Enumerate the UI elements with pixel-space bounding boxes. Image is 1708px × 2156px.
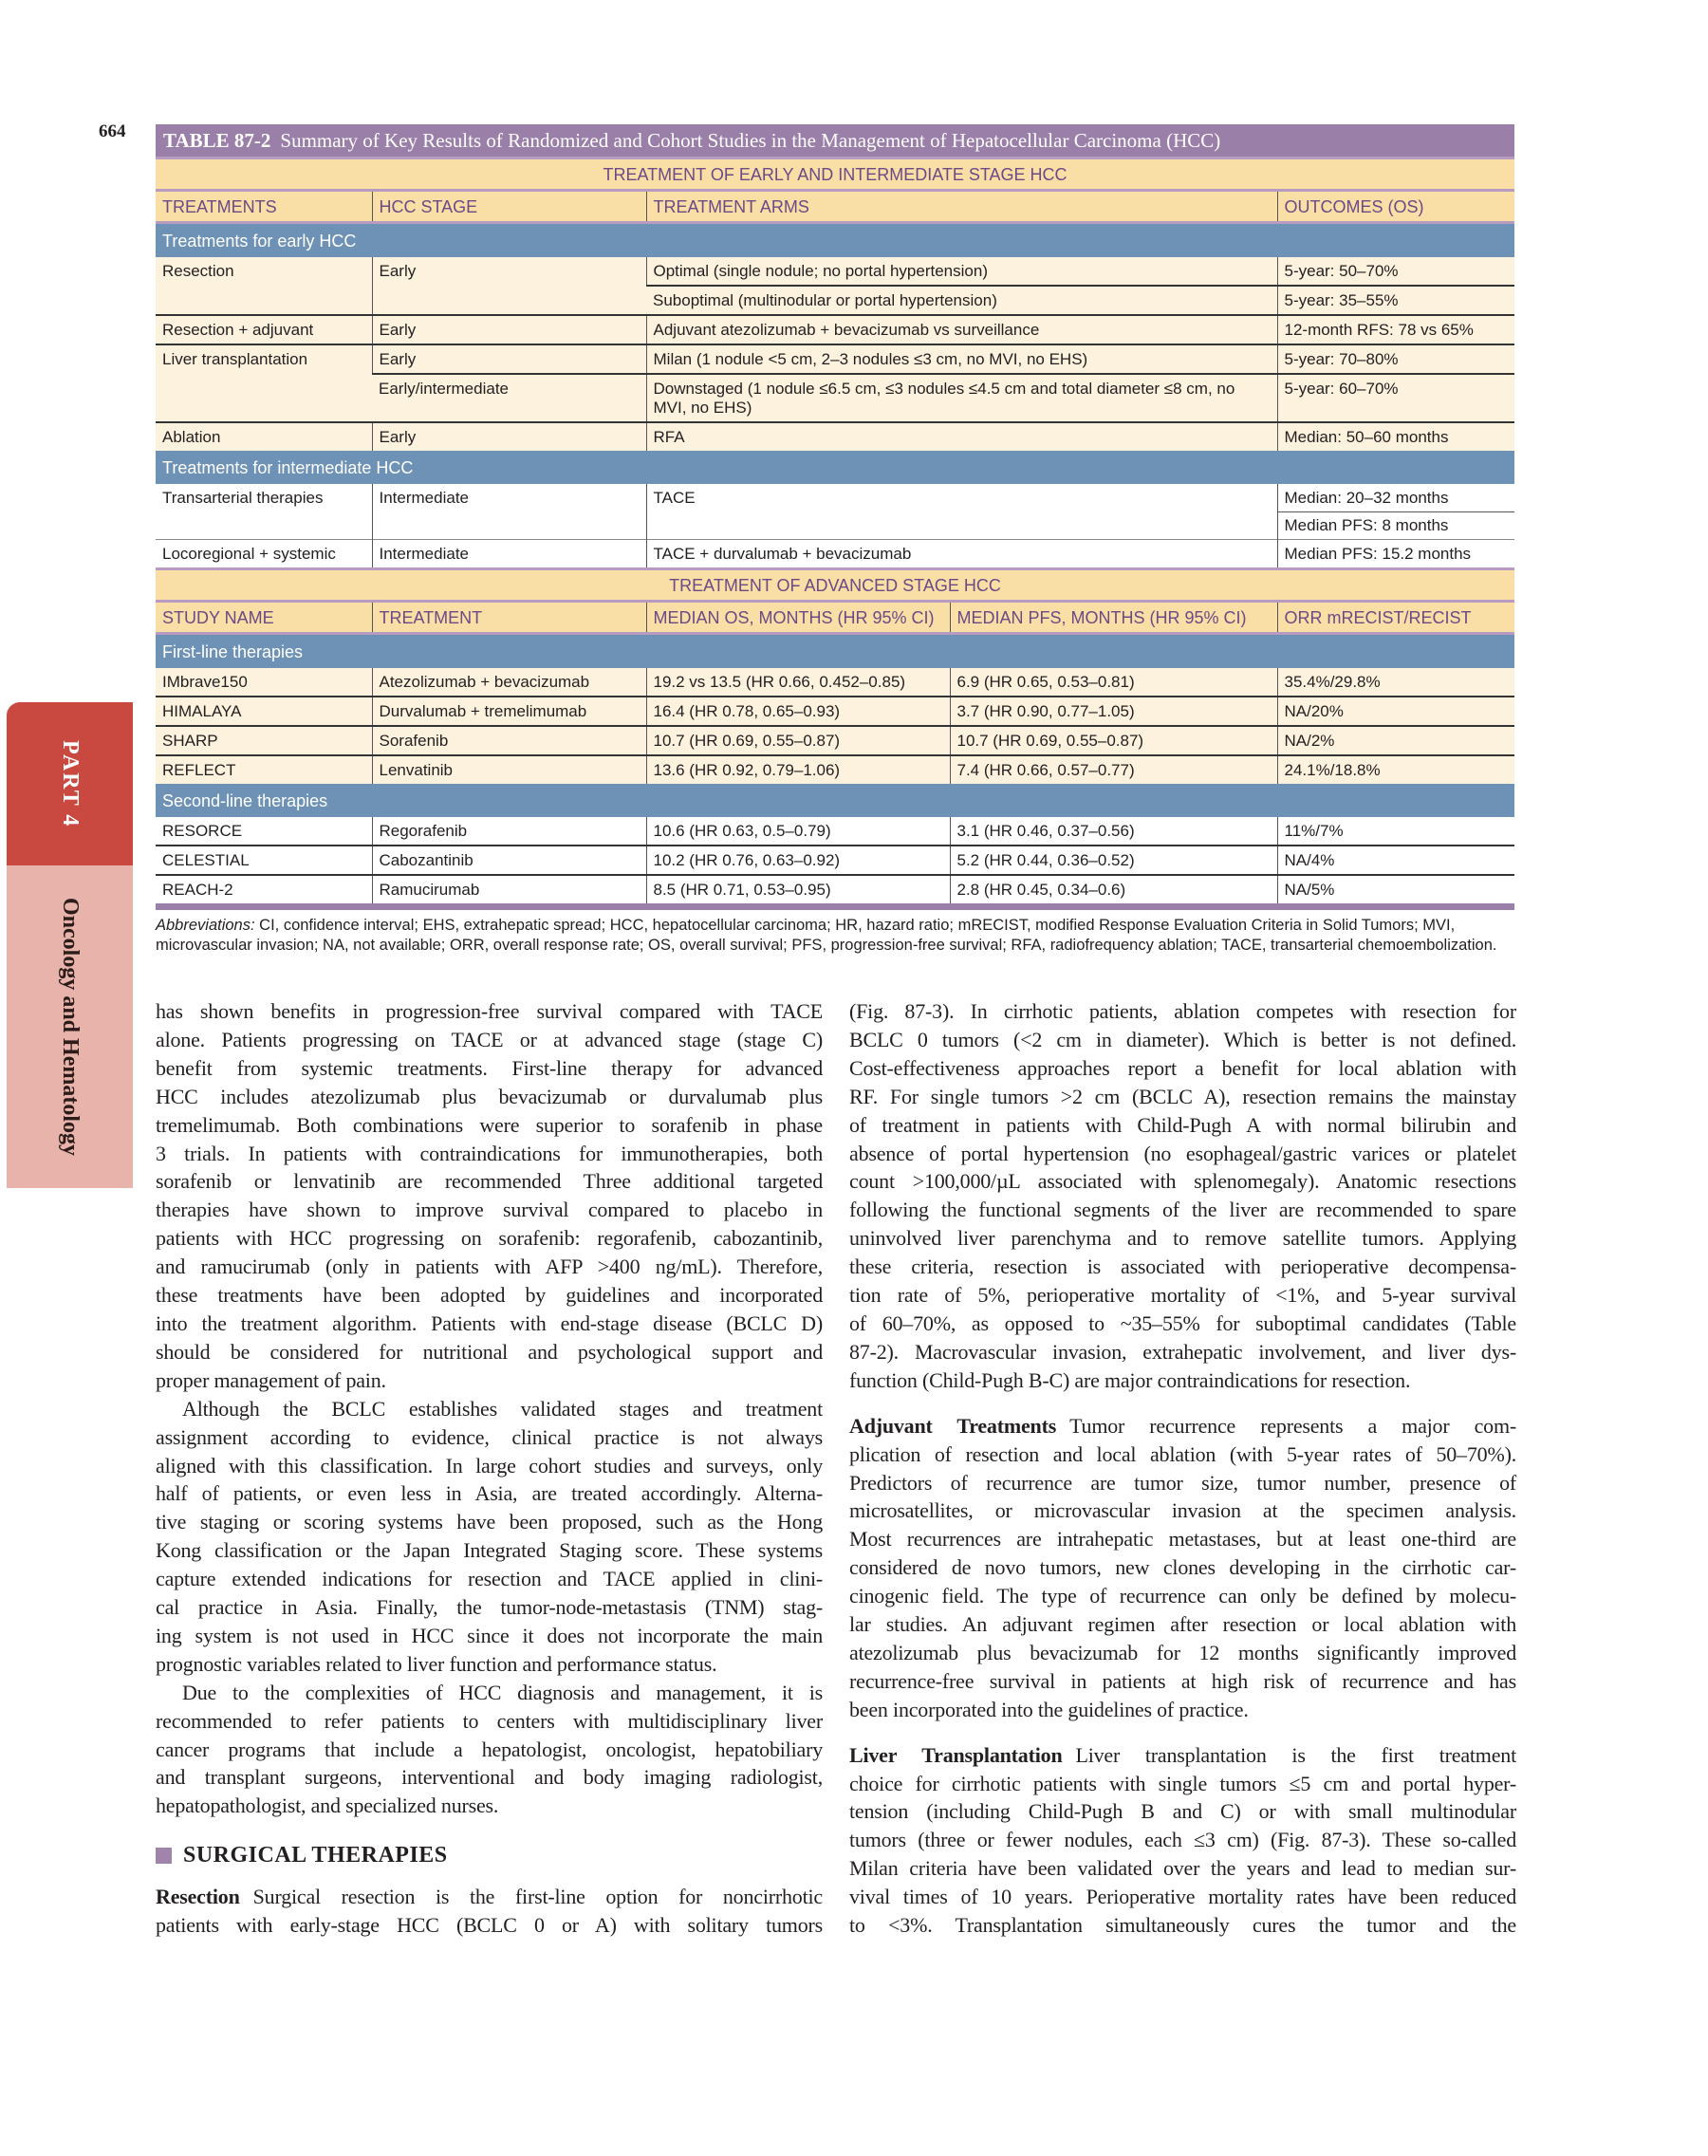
text-line: Although the BCLC establishes validated stages and treatment (182, 1396, 823, 1421)
text-line: following the functional segments of the liver are recommended to spare (849, 1198, 1516, 1222)
text-line: Adjuvant Treatments Tumor recurrence represents a major com- (849, 1413, 1516, 1438)
stage-cell: Intermediate (372, 540, 646, 569)
text-line: been incorporated into the guidelines of practice. (849, 1697, 1249, 1721)
stage-header-row (156, 158, 1514, 191)
treatment-cell: Resection + adjuvant (156, 315, 372, 344)
outcome-cell (1277, 344, 1514, 374)
outcome-cell (1277, 422, 1514, 451)
heading-square-icon (156, 1848, 172, 1864)
section-heading-text: SURGICAL THERAPIES (183, 1843, 448, 1868)
right-continued-paragraph (849, 997, 1516, 1395)
stage-header: TREATMENT OF ADVANCED STAGE HCC (156, 569, 1514, 602)
text-line: tension (including Child-Pugh B and C) or with small multinodular (849, 1799, 1516, 1824)
outcome-value: 5-year: 60–70% (1284, 380, 1399, 398)
orr-cell: 24.1%/18.8% (1277, 755, 1514, 784)
text-line: vival times of 10 years. Perioperative mortality rates have been reduced (849, 1885, 1516, 1909)
part-label: PART 4 (58, 739, 83, 828)
median-pfs-cell: 3.7 (HR 0.90, 0.77–1.05) (950, 697, 1277, 726)
table-title-row (156, 124, 1514, 158)
table-row (156, 726, 1514, 755)
treatment-arm-cell: Optimal (single nodule; no portal hypertension) (646, 257, 1277, 286)
table-row (156, 315, 1514, 344)
text-line: proper management of pain. (156, 1367, 386, 1392)
text-line: cal practice in Asia. Finally, the tumor-node-metastasis (TNM) stag- (156, 1595, 823, 1620)
treatment-arm-cell: Adjuvant atezolizumab + bevacizumab vs surveillance (646, 315, 1277, 344)
study-name-cell: CELESTIAL (156, 846, 372, 875)
column-header: ORR mRECIST/RECIST (1277, 602, 1514, 634)
treatment-cell: Transarterial therapies (156, 484, 372, 540)
text-line: cancer programs that include a hepatologist, oncologist, hepatobiliary (156, 1737, 823, 1761)
left-paragraphs (156, 997, 823, 1820)
abbreviations-note (156, 916, 1514, 956)
orr-cell: NA/20% (1277, 697, 1514, 726)
stage-cell: Early/intermediate (372, 374, 646, 422)
text-line: uninvolved liver parenchyma and to remove satellite tumors. Applying (849, 1226, 1516, 1251)
text-line: should be considered for nutritional and psychological support and (156, 1339, 823, 1364)
text-line: (Fig. 87-3). In cirrhotic patients, ablation competes with resection for (849, 999, 1516, 1023)
column-header-row (156, 602, 1514, 634)
median-pfs-cell: 6.9 (HR 0.65, 0.53–0.81) (950, 668, 1277, 697)
text-line: lar studies. An adjuvant regimen after resection or local ablation with (849, 1612, 1516, 1637)
table-title: Summary of Key Results of Randomized and Cohort Studies in the Management of Hepatocellular Carcinoma (HCC) (280, 129, 1221, 152)
section-row (156, 784, 1514, 817)
column-header: TREATMENT (372, 602, 646, 634)
treatment-cell: Atezolizumab + bevacizumab (372, 668, 646, 697)
text-line: Milan criteria have been validated over the years and lead to median sur- (849, 1856, 1516, 1881)
text-line: patients with HCC progressing on sorafenib: regorafenib, cabozantinib, (156, 1226, 823, 1251)
text-line: plication of resection and local ablation (with 5-year rates of 50–70%). (849, 1441, 1516, 1466)
table-label: TABLE 87-2 (163, 129, 271, 152)
study-name-cell: RESORCE (156, 817, 372, 846)
body-columns (156, 997, 1516, 1940)
column-header: HCC STAGE (372, 191, 646, 223)
median-os-cell: 19.2 vs 13.5 (HR 0.66, 0.452–0.85) (646, 668, 950, 697)
text-line: tive staging or scoring systems have been proposed, such as the Hong (156, 1510, 823, 1534)
text-line: to <3%. Transplantation simultaneously cures the tumor and the (849, 1913, 1516, 1938)
text-line: of 60–70%, as opposed to ~35–55% for suboptimal candidates (Table (849, 1310, 1516, 1335)
stage-cell: Intermediate (372, 484, 646, 540)
outcome-value: Median: 50–60 months (1284, 428, 1449, 446)
abbreviations-label: Abbreviations: (156, 917, 255, 934)
treatment-cell: Ramucirumab (372, 875, 646, 903)
outcome-cell (1277, 540, 1514, 569)
text-line: tion rate of 5%, perioperative mortality of <1%, and 5-year survival (849, 1283, 1516, 1308)
paragraph (156, 1679, 823, 1821)
table-bottom-bar (156, 903, 1514, 910)
table-row (156, 846, 1514, 875)
table-row (156, 668, 1514, 697)
text-line: 3 trials. In patients with contraindications for immunotherapies, both (156, 1141, 823, 1165)
orr-cell: NA/2% (1277, 726, 1514, 755)
text-line: Due to the complexities of HCC diagnosis and management, it is (182, 1680, 823, 1704)
text-line: atezolizumab plus bevacizumab for 12 months significantly improved (849, 1640, 1516, 1664)
median-pfs-cell: 2.8 (HR 0.45, 0.34–0.6) (950, 875, 1277, 903)
median-os-cell: 16.4 (HR 0.78, 0.65–0.93) (646, 697, 950, 726)
table-row (156, 540, 1514, 569)
treatment-cell: Durvalumab + tremelimumab (372, 697, 646, 726)
text-line: tumors (three or fewer nodules, each ≤3 cm) (Fig. 87-3). These so-called (849, 1828, 1516, 1852)
section-label: Treatments for intermediate HCC (156, 451, 1514, 484)
orr-cell: 35.4%/29.8% (1277, 668, 1514, 697)
outcome-cell (1277, 257, 1514, 286)
section-row (156, 223, 1514, 258)
text-line: hepatopathologist, and specialized nurses. (156, 1794, 499, 1818)
column-header-row (156, 191, 1514, 223)
column-header: STUDY NAME (156, 602, 372, 634)
section-row (156, 451, 1514, 484)
column-header: TREATMENT ARMS (646, 191, 1277, 223)
text-line: of treatment in patients with Child-Pugh A with normal bilirubin and (849, 1112, 1516, 1137)
outcome-value: Median PFS: 8 months (1278, 511, 1515, 535)
treatment-cell: Lenvatinib (372, 755, 646, 784)
outcome-value: 5-year: 35–55% (1284, 291, 1399, 309)
treatment-cell: Resection (156, 257, 372, 315)
text-line: these criteria, resection is associated with perioperative decompensa- (849, 1255, 1516, 1279)
median-os-cell: 10.6 (HR 0.63, 0.5–0.79) (646, 817, 950, 846)
orr-cell: NA/5% (1277, 875, 1514, 903)
text-line: count >100,000/µL associated with splenomegaly). Anatomic resections (849, 1169, 1516, 1194)
table-row (156, 755, 1514, 784)
text-line: aligned with this classification. In large cohort studies and surveys, only (156, 1453, 823, 1478)
outcome-cell (1277, 484, 1514, 540)
text-line: recommended to refer patients to centers with multidisciplinary liver (156, 1708, 823, 1733)
text-line: RF. For single tumors >2 cm (BCLC A), resection remains the mainstay (849, 1084, 1516, 1108)
median-pfs-cell: 7.4 (HR 0.66, 0.57–0.77) (950, 755, 1277, 784)
treatment-cell: Regorafenib (372, 817, 646, 846)
adjuvant-paragraph (849, 1412, 1516, 1724)
text-line: and transplant surgeons, interventional and body imaging radiologist, (156, 1765, 823, 1790)
orr-cell: 11%/7% (1277, 817, 1514, 846)
text-line: Liver Transplantation Liver transplantation is the first treatment (849, 1742, 1516, 1767)
stage-cell: Early (372, 315, 646, 344)
page-content (156, 124, 1516, 1940)
column-header: OUTCOMES (OS) (1277, 191, 1514, 223)
part-tab (7, 702, 133, 865)
text-line: therapies have shown to improve survival compared to placebo in (156, 1198, 823, 1222)
text-line: these treatments have been adopted by guidelines and incorporated (156, 1283, 823, 1308)
text-line: recurrence-free survival in patients at high risk of recurrence and has (849, 1668, 1516, 1693)
treatment-cell: Liver transplantation (156, 344, 372, 422)
section-label: Treatments for early HCC (156, 223, 1514, 258)
text-line: half of patients, or even less in Asia, are treated accordingly. Alterna- (156, 1481, 823, 1506)
text-line: patients with early-stage HCC (BCLC 0 or A) with solitary tumors (156, 1913, 823, 1938)
text-line: Most recurrences are intrahepatic metastases, but at least one-third are (849, 1527, 1516, 1552)
text-line: Resection Surgical resection is the first-line option for noncirrhotic (156, 1885, 823, 1909)
median-pfs-cell: 5.2 (HR 0.44, 0.36–0.52) (950, 846, 1277, 875)
text-line: Kong classification or the Japan Integrated Staging score. These systems (156, 1538, 823, 1563)
section-label: First-line therapies (156, 634, 1514, 669)
resection-paragraph (156, 1883, 823, 1940)
median-os-cell: 10.7 (HR 0.69, 0.55–0.87) (646, 726, 950, 755)
treatment-arm-cell: Milan (1 nodule <5 cm, 2–3 nodules ≤3 cm, no MVI, no EHS) (646, 344, 1277, 374)
stage-header-row (156, 569, 1514, 602)
section-heading (156, 1841, 823, 1869)
text-line: ing system is not used in HCC since it does not incorporate the main (156, 1623, 823, 1647)
section-row (156, 634, 1514, 669)
table-row (156, 484, 1514, 540)
study-name-cell: IMbrave150 (156, 668, 372, 697)
table-row (156, 422, 1514, 451)
text-line: capture extended indications for resection and TACE applied in clini- (156, 1567, 823, 1591)
table-row (156, 697, 1514, 726)
median-pfs-cell: 3.1 (HR 0.46, 0.37–0.56) (950, 817, 1277, 846)
study-name-cell: REACH-2 (156, 875, 372, 903)
stage-cell: Early (372, 422, 646, 451)
text-line: cinogenic field. The type of recurrence can only be defined by molecu- (849, 1584, 1516, 1608)
right-column-text (849, 997, 1516, 1940)
table-row (156, 817, 1514, 846)
treatment-arm-cell: RFA (646, 422, 1277, 451)
text-line: alone. Patients progressing on TACE or at advanced stage (stage C) (156, 1027, 823, 1051)
column-header: MEDIAN OS, MONTHS (HR 95% CI) (646, 602, 950, 634)
section-tab (7, 865, 133, 1188)
treatment-arm-cell: TACE + durvalumab + bevacizumab (646, 540, 1277, 569)
outcome-value: Median PFS: 15.2 months (1284, 545, 1472, 563)
section-label: Oncology and Hematology (58, 897, 83, 1156)
text-line: considered de novo tumors, new clones developing in the cirrhotic car- (849, 1555, 1516, 1580)
outcome-value: 5-year: 70–80% (1284, 350, 1399, 368)
median-pfs-cell: 10.7 (HR 0.69, 0.55–0.87) (950, 726, 1277, 755)
treatment-cell: Ablation (156, 422, 372, 451)
text-line: microsatellites, or microvascular invasion at the specimen analysis. (849, 1498, 1516, 1523)
outcome-cell (1277, 315, 1514, 344)
text-line: sorafenib or lenvatinib are recommended Three additional targeted (156, 1169, 823, 1194)
table-row (156, 344, 1514, 374)
text-line: assignment according to evidence, clinical practice is not always (156, 1424, 823, 1449)
text-line: prognostic variables related to liver function and performance status. (156, 1651, 717, 1676)
stage-cell: Early (372, 257, 646, 315)
study-name-cell: REFLECT (156, 755, 372, 784)
median-os-cell: 13.6 (HR 0.92, 0.79–1.06) (646, 755, 950, 784)
text-line: benefit from systemic treatments. First-line therapy for advanced (156, 1055, 823, 1080)
treatment-cell: Cabozantinib (372, 846, 646, 875)
text-line: HCC includes atezolizumab plus bevacizumab or durvalumab plus (156, 1084, 823, 1108)
text-line: has shown benefits in progression-free survival compared with TACE (156, 999, 823, 1023)
treatment-arm-cell: Suboptimal (multinodular or portal hypertension) (646, 286, 1277, 315)
study-name-cell: SHARP (156, 726, 372, 755)
treatment-arm-cell: Downstaged (1 nodule ≤6.5 cm, ≤3 nodules ≤4.5 cm and total diameter ≤8 cm, no MVI, no EHS) (646, 374, 1277, 422)
orr-cell: NA/4% (1277, 846, 1514, 875)
text-line: choice for cirrhotic patients with single tumors ≤5 cm and portal hyper- (849, 1771, 1516, 1795)
outcome-cell (1277, 374, 1514, 422)
text-line: tremelimumab. Both combinations were superior to sorafenib in phase (156, 1112, 823, 1137)
text-line: absence of portal hypertension (no esophageal/gastric varices or platelet (849, 1141, 1516, 1165)
paragraph (156, 997, 823, 1395)
table-row (156, 257, 1514, 286)
text-line: BCLC 0 tumors (<2 cm in diameter). Which is better is not defined. (849, 1027, 1516, 1051)
column-header: MEDIAN PFS, MONTHS (HR 95% CI) (950, 602, 1277, 634)
treatment-arm-cell: TACE (646, 484, 1277, 540)
median-os-cell: 8.5 (HR 0.71, 0.53–0.95) (646, 875, 950, 903)
text-line: Predictors of recurrence are tumor size, tumor number, presence of (849, 1470, 1516, 1495)
left-column-text (156, 997, 823, 1940)
outcome-value: Median: 20–32 months (1284, 489, 1449, 507)
table-row (156, 875, 1514, 903)
stage-header: TREATMENT OF EARLY AND INTERMEDIATE STAGE HCC (156, 158, 1514, 191)
text-line: Cost-effectiveness approaches report a benefit for local ablation with (849, 1055, 1516, 1080)
stage-cell: Early (372, 344, 646, 374)
study-name-cell: HIMALAYA (156, 697, 372, 726)
treatment-cell: Sorafenib (372, 726, 646, 755)
text-line: 87-2). Macrovascular invasion, extrahepatic involvement, and liver dys- (849, 1339, 1516, 1364)
page-number: 664 (99, 121, 126, 141)
text-line: and ramucirumab (only in patients with AFP >400 ng/mL). Therefore, (156, 1255, 823, 1279)
abbreviations-text: CI, confidence interval; EHS, extrahepatic spread; HCC, hepatocellular carcinoma; HR, hazard ratio; mRECIST, modified Response Evaluation Criteria in Solid Tumors; MVI, microvascular invasion; NA, not available; ORR, overall response rate; OS, overall survival; PFS, progression-free survival; RFA, radiofrequency ablation; TACE, transarterial chemoembolization. (156, 917, 1497, 954)
paragraph (156, 1395, 823, 1679)
run-in-heading: Liver Transplantation (849, 1742, 1063, 1767)
treatment-cell: Locoregional + systemic (156, 540, 372, 569)
run-in-heading: Adjuvant Treatments (849, 1413, 1057, 1438)
table-title-cell (156, 124, 1514, 158)
column-header: TREATMENTS (156, 191, 372, 223)
section-label: Second-line therapies (156, 784, 1514, 817)
results-table (156, 124, 1516, 910)
transplant-paragraph (849, 1741, 1516, 1940)
median-os-cell: 10.2 (HR 0.76, 0.63–0.92) (646, 846, 950, 875)
run-in-heading: Resection (156, 1885, 240, 1909)
text-line: function (Child-Pugh B-C) are major contraindications for resection. (849, 1367, 1411, 1392)
outcome-value: 5-year: 50–70% (1284, 262, 1399, 280)
outcome-cell (1277, 286, 1514, 315)
text-line: into the treatment algorithm. Patients with end-stage disease (BCLC D) (156, 1310, 823, 1335)
outcome-value: 12-month RFS: 78 vs 65% (1284, 321, 1474, 339)
